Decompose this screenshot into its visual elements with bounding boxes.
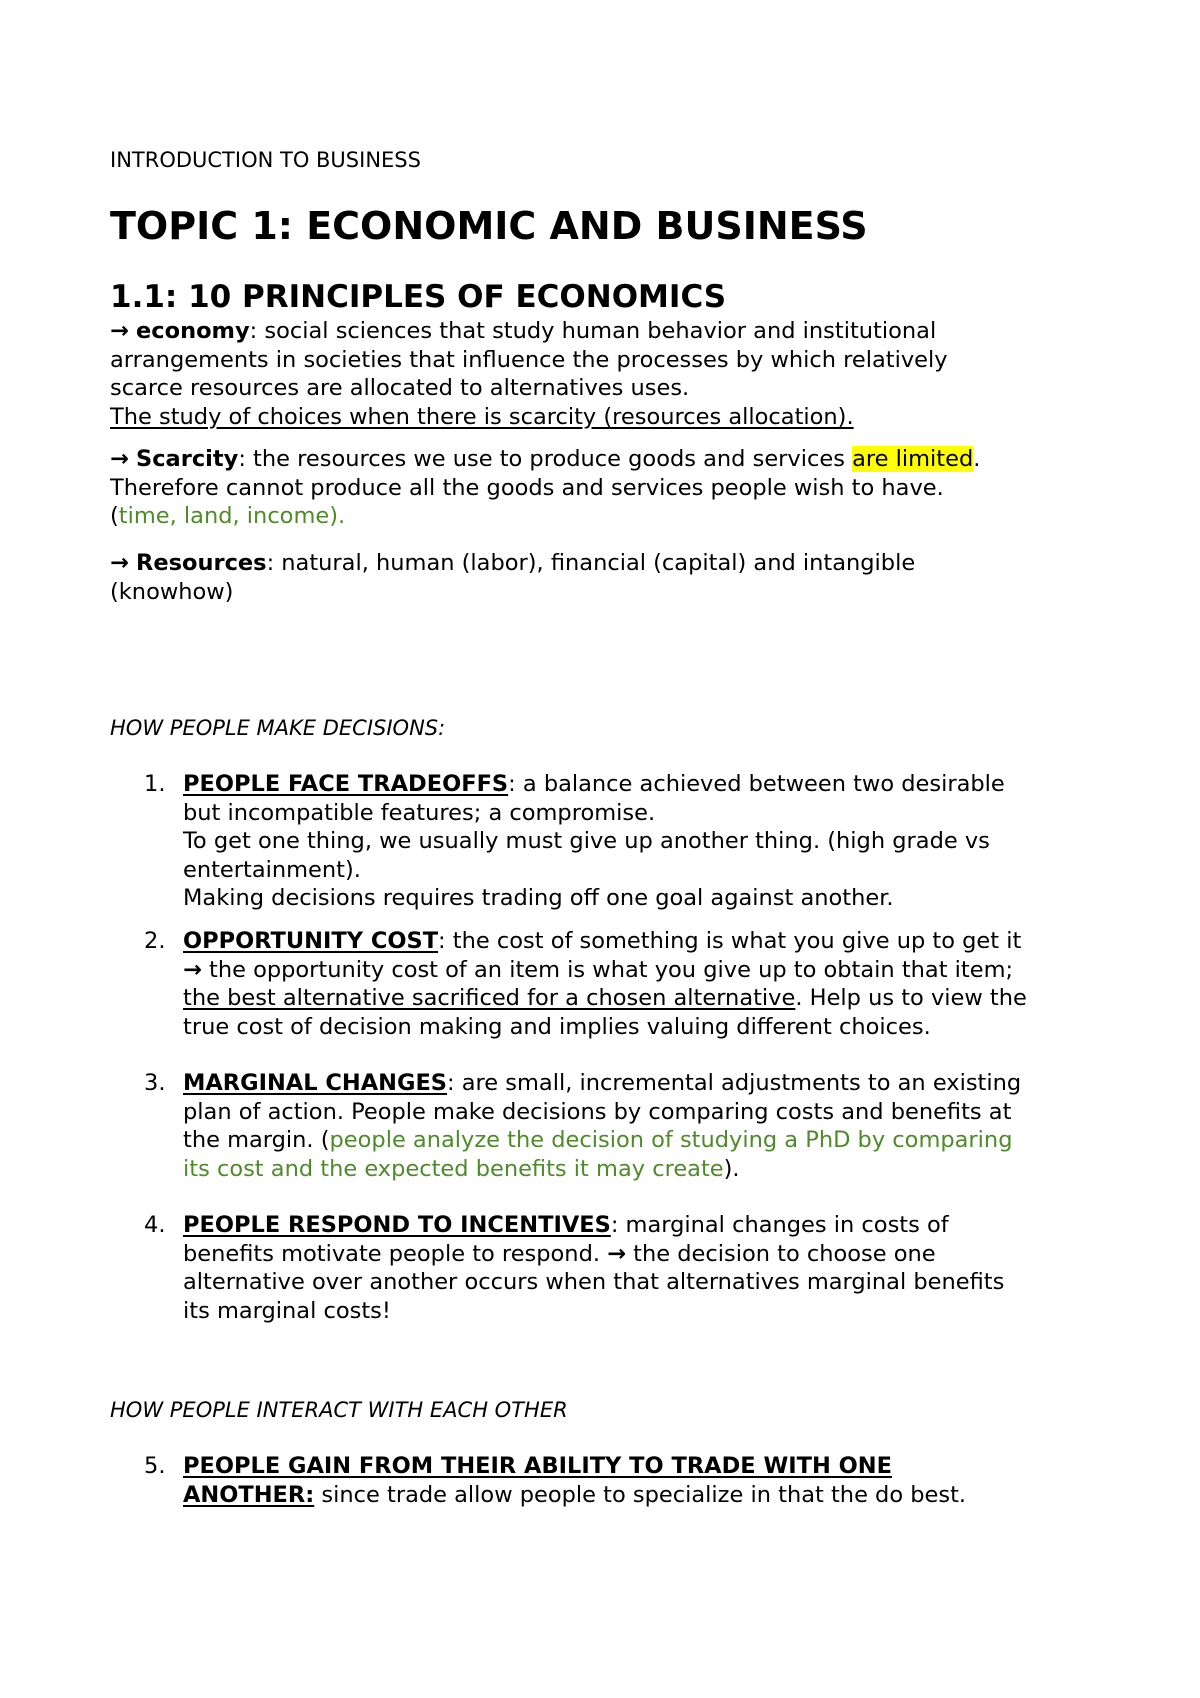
item-term: ANOTHER: [183,1481,315,1508]
list-item: PEOPLE RESPOND TO INCENTIVES: marginal changes in costs of benefits motivate people to respond. → the decision to choose one alternative over another occurs when that alternatives marginal benefits its marginal costs! [183,1212,1005,1324]
list-number: 4. [144,1212,166,1238]
scarcity-definition: → Scarcity: the resources we use to produce goods and services are limited. Therefore cannot produce all the goods and services people wish to have. (time, land, income). [110,446,981,529]
item-term: PEOPLE RESPOND TO INCENTIVES [183,1212,611,1238]
arrow-icon: → [607,1240,627,1267]
arrow-icon: → [110,446,129,472]
term-resources: Resources [136,550,267,576]
section-label-interact: HOW PEOPLE INTERACT WITH EACH OTHER [110,1398,568,1422]
topic-heading: TOPIC 1: ECONOMIC AND BUSINESS [110,204,868,248]
item-term: PEOPLE FACE TRADEOFFS [183,771,509,797]
list-number: 2. [144,928,166,954]
term-economy: economy [136,318,250,344]
term-scarcity: Scarcity [136,446,239,472]
section-label-decisions: HOW PEOPLE MAKE DECISIONS: [110,716,446,740]
economy-definition: → economy: social sciences that study human behavior and institutional arrangements in societies that influence the processes by which relatively scarce resources are allocated to alternatives uses. The study of choices when there is scarcity (resources allocation). [110,318,948,430]
list-number: 3. [144,1070,166,1096]
item-term: PEOPLE GAIN FROM THEIR ABILITY TO TRADE WITH ONE [183,1453,892,1479]
list-number: 5. [144,1453,166,1479]
scarcity-examples: time, land, income). [118,503,346,529]
course-title: INTRODUCTION TO BUSINESS [110,148,421,172]
section-heading: 1.1: 10 PRINCIPLES OF ECONOMICS [110,279,727,315]
list-item: PEOPLE FACE TRADEOFFS: a balance achieved between two desirable but incompatible features; a compromise. To get one thing, we usually must give up another thing. (high grade vs entertainment). Making decisions requires trading off one goal against another. [183,771,1005,911]
economy-summary: The study of choices when there is scarcity (resources allocation). [110,403,854,430]
list-item: PEOPLE GAIN FROM THEIR ABILITY TO TRADE WITH ONE ANOTHER: since trade allow people to specialize in that the do best. [183,1453,967,1508]
item-term: OPPORTUNITY COST [183,928,439,954]
arrow-icon: → [110,550,129,576]
item-term: MARGINAL CHANGES [183,1070,448,1096]
arrow-icon: → [183,956,202,983]
resources-definition: → Resources: natural, human (labor), financial (capital) and intangible (knowhow) [110,550,916,605]
list-item: OPPORTUNITY COST: the cost of something is what you give up to get it → the opportunity cost of an item is what you give up to obtain that item; the best alternative sacrificed for a chosen alternative. Help us to view the true cost of decision making and implies valuing different choices. [183,928,1027,1040]
arrow-icon: → [110,318,129,344]
highlighted-text: are limited [852,446,974,472]
list-number: 1. [144,771,166,797]
list-item: MARGINAL CHANGES: are small, incremental adjustments to an existing plan of action. People make decisions by comparing costs and benefits at the margin. (people analyze the decision of studying a PhD by comparing its cost and the expected benefits it may create). [183,1070,1022,1182]
